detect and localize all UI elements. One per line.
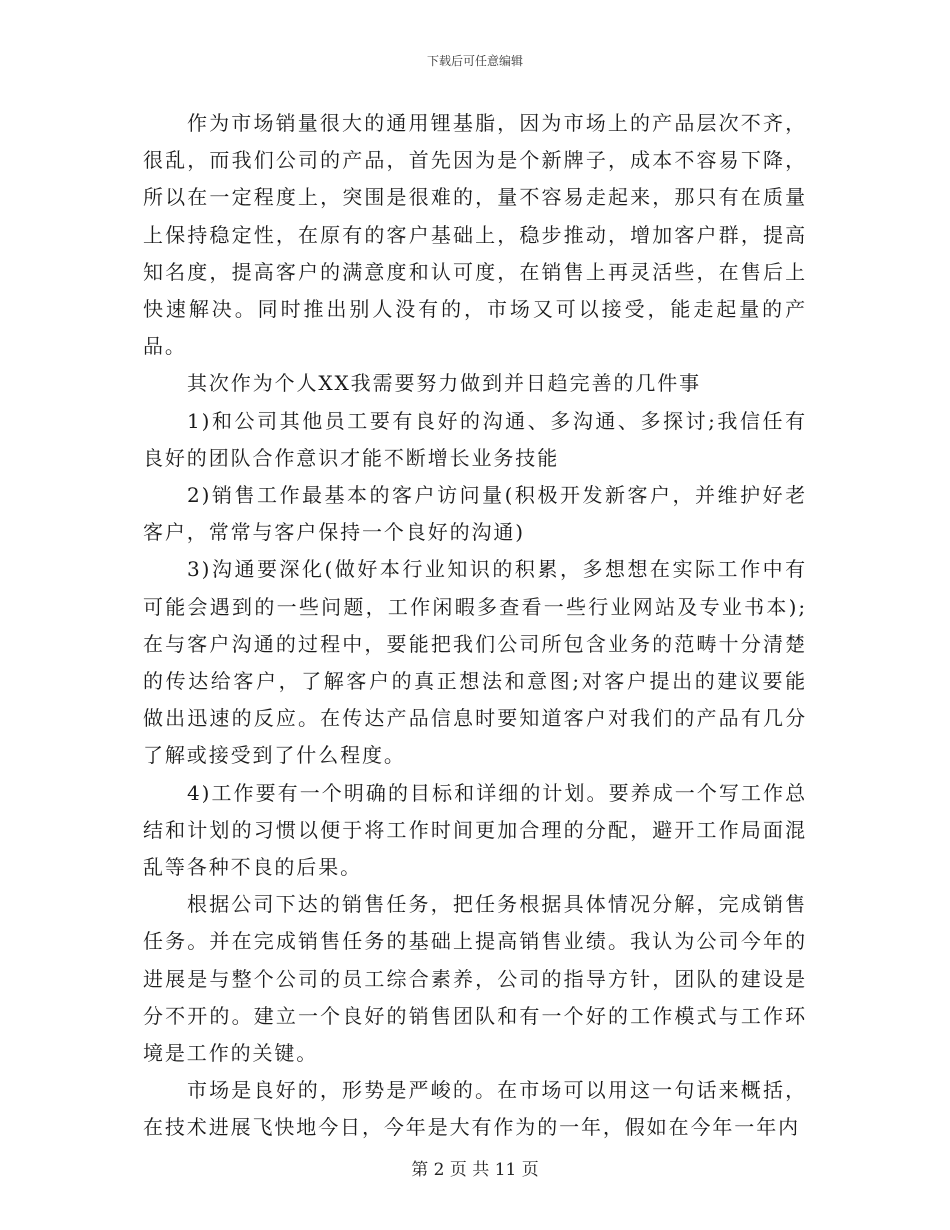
paragraph-item-2: 2)销售工作最基本的客户访问量(积极开发新客户，并维护好老客户，常常与客户保持一个良好的沟通): [143, 483, 807, 545]
document-body: [143, 105, 807, 1147]
paragraph-personal-goals-heading: 其次作为个人XX我需要努力做到并日趋完善的几件事: [187, 371, 702, 396]
paragraph-intro: 作为市场销量很大的通用锂基脂，因为市场上的产品层次不齐，很乱，而我们公司的产品，首先因为是个新牌子，成本不容易下降，所以在一定程度上，突围是很难的，量不容易走起来，那只有在质量上保持稳定性，在原有的客户基础上，稳步推动，增加客户群，提高知名度，提高客户的满意度和认可度，在销售上再灵活些，在售后上快速解决。同时推出别人没有的，市场又可以接受，能走起量的产品。: [143, 111, 807, 359]
paragraph-item-4: 4)工作要有一个明确的目标和详细的计划。要养成一个写工作总结和计划的习惯以便于将工作时间更加合理的分配，避开工作局面混乱等各种不良的后果。: [143, 780, 807, 880]
page-header: 下载后可任意编辑: [426, 54, 523, 68]
paragraph-item-1: 1)和公司其他员工要有良好的沟通、多沟通、多探讨;我信任有良好的团队合作意识才能不断增长业务技能: [143, 408, 807, 470]
page-number-footer: 第 2 页 共 11 页: [411, 1160, 539, 1180]
paragraph-item-3: 3)沟通要深化(做好本行业知识的积累，多想想在实际工作中有可能会遇到的一些问题，工作闲暇多查看一些行业网站及专业书本);在与客户沟通的过程中，要能把我们公司所包含业务的范畴十分清楚的传达给客户，了解客户的真正想法和意图;对客户提出的建议要能做出迅速的反应。在传达产品信息时要知道客户对我们的产品有几分了解或接受到了什么程度。: [143, 557, 807, 768]
paragraph-market: 市场是良好的，形势是严峻的。在市场可以用这一句话来概括，在技术进展飞快地今日，今年是大有作为的一年，假如在今年一年内: [143, 1078, 807, 1140]
paragraph-sales-task: 根据公司下达的销售任务，把任务根据具体情况分解，完成销售任务。并在完成销售任务的基础上提高销售业绩。我认为公司今年的进展是与整个公司的员工综合素养，公司的指导方针，团队的建设是分不开的。建立一个良好的销售团队和有一个好的工作模式与工作环境是工作的关键。: [143, 892, 807, 1066]
